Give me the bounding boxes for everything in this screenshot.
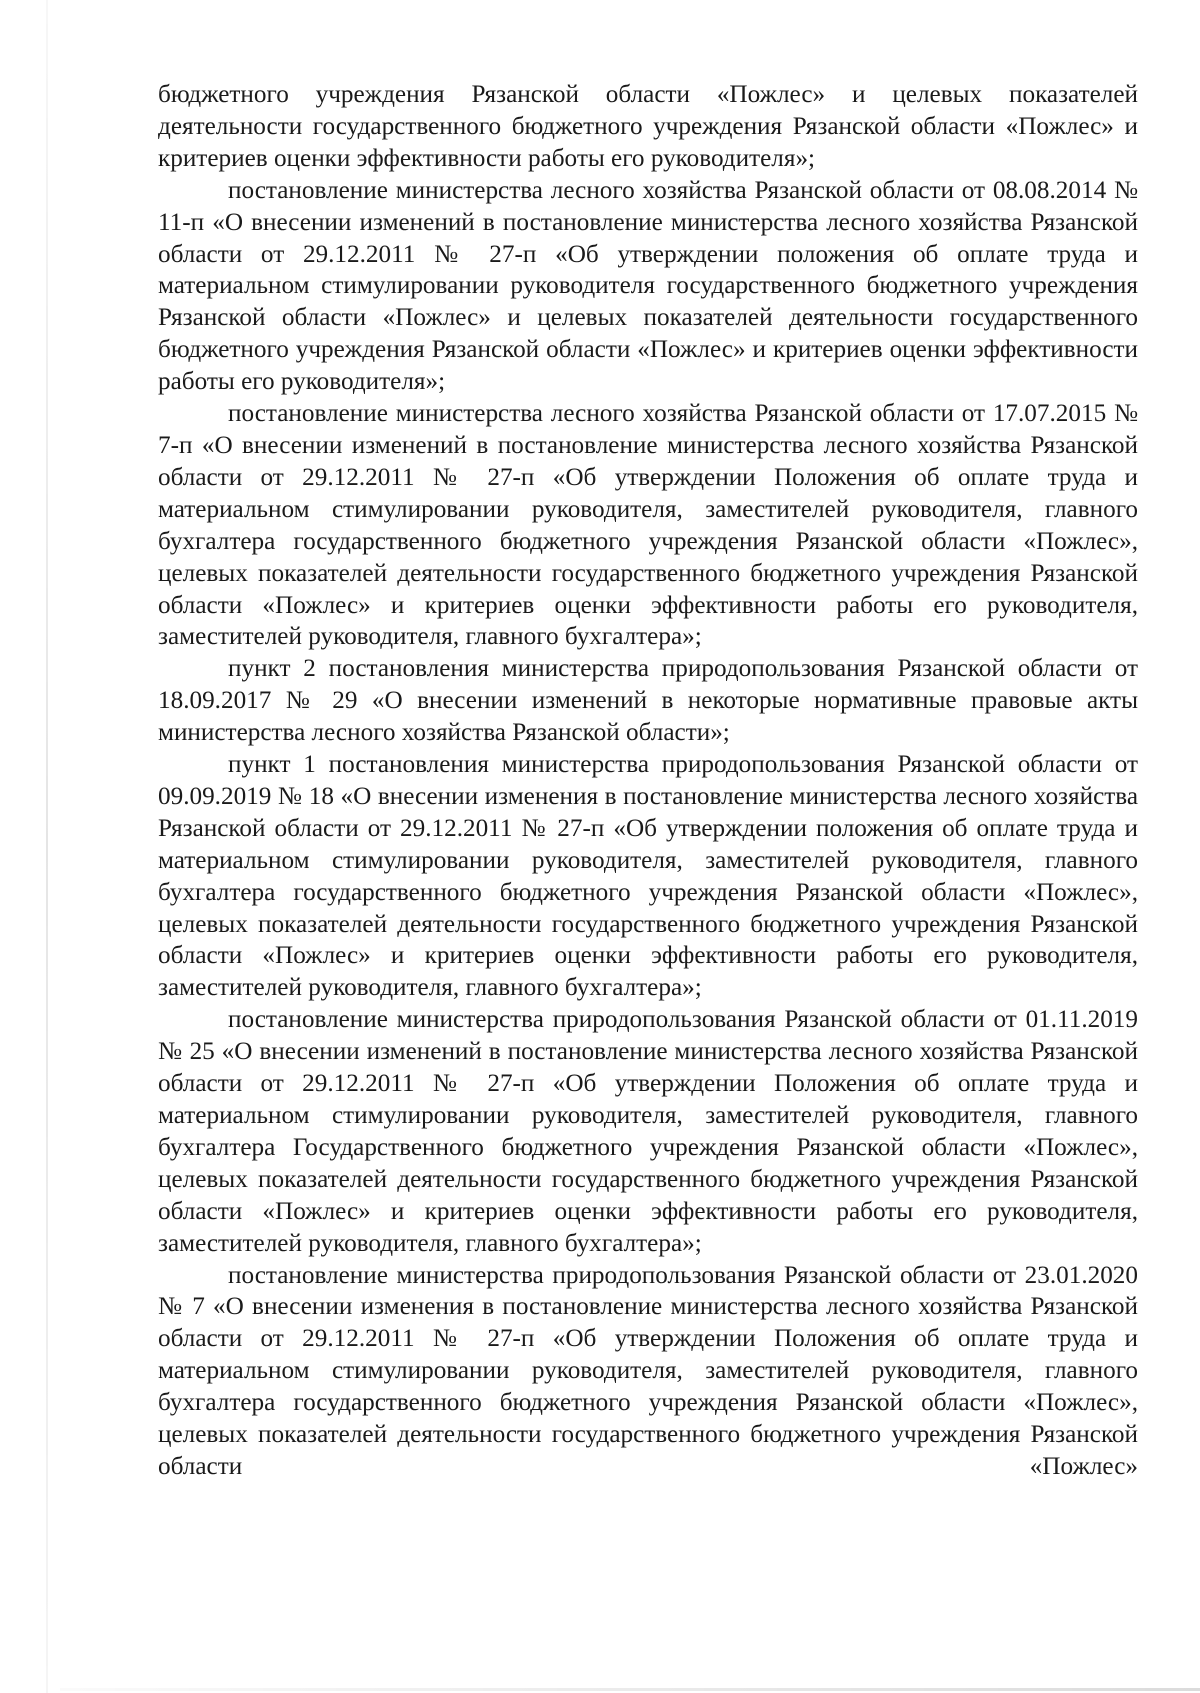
paragraph-clause-2019-sep: пункт 1 постановления министерства природопользования Рязанской области от 09.09.2019 № 18 «О внесении изменения в постановление министерства лесного хозяйства Рязанской области от 29.12.2011 № 27-п «Об утверждении положения об оплате труда и материальном стимулировании руководителя, заместителей руководителя, главного бухгалтера государственного бюджетного учреждения Рязанской области «Пожлес», целевых показателей деятельности государственного бюджетного учреждения Рязанской области «Пожлес» и критериев оценки эффективности работы его руководителя, заместителей руководителя, главного бухгалтера»;: [158, 751, 1138, 1002]
paragraph-resolution-2019-nov: постановление министерства природопользования Рязанской области от 01.11.2019 № 25 «О внесении изменений в постановление министерства лесного хозяйства Рязанской области от 29.12.2011 № 27-п «Об утверждении Положения об оплате труда и материальном стимулировании руководителя, заместителей руководителя, главного бухгалтера Государственного бюджетного учреждения Рязанской области «Пожлес», целевых показателей деятельности государственного бюджетного учреждения Рязанской области «Пожлес» и критериев оценки эффективности работы его руководителя, заместителей руководителя, главного бухгалтера»;: [158, 1006, 1138, 1257]
scan-edge-bottom: [60, 1688, 1200, 1691]
paragraph-clause-2017: пункт 2 постановления министерства природопользования Рязанской области от 18.09.2017 № 29 «О внесении изменений в некоторые нормативные правовые акты министерства лесного хозяйства Рязанской области»;: [158, 655, 1138, 747]
paragraph-resolution-2014: постановление министерства лесного хозяйства Рязанской области от 08.08.2014 № 11-п «О внесении изменений в постановление министерства лесного хозяйства Рязанской области от 29.12.2011 № 27-п «Об утверждении положения об оплате труда и материальном стимулировании руководителя государственного бюджетного учреждения Рязанской области «Пожлес» и целевых показателей деятельности государственного бюджетного учреждения Рязанской области «Пожлес» и критериев оценки эффективности работы его руководителя»;: [158, 176, 1138, 396]
scan-edge-left: [46, 0, 48, 1693]
paragraph-resolution-2015: постановление министерства лесного хозяйства Рязанской области от 17.07.2015 № 7-п «О внесении изменений в постановление министерства лесного хозяйства Рязанской области от 29.12.2011 № 27-п «Об утверждении Положения об оплате труда и материальном стимулировании руководителя, заместителей руководителя, главного бухгалтера государственного бюджетного учреждения Рязанской области «Пожлес», целевых показателей деятельности государственного бюджетного учреждения Рязанской области «Пожлес» и критериев оценки эффективности работы его руководителя, заместителей руководителя, главного бухгалтера»;: [158, 400, 1138, 651]
paragraph-resolution-2020: постановление министерства природопользования Рязанской области от 23.01.2020 № 7 «О внесении изменения в постановление министерства лесного хозяйства Рязанской области от 29.12.2011 № 27-п «Об утверждении Положения об оплате труда и материальном стимулировании руководителя, заместителей руководителя, главного бухгалтера государственного бюджетного учреждения Рязанской области «Пожлес», целевых показателей деятельности государственного бюджетного учреждения Рязанской области «Пожлес»: [158, 1261, 1138, 1480]
document-body: [158, 79, 1138, 1483]
paragraph-continuation: бюджетного учреждения Рязанской области «Пожлес» и целевых показателей деятельности государственного бюджетного учреждения Рязанской области «Пожлес» и критериев оценки эффективности работы его руководителя»;: [158, 81, 1138, 172]
